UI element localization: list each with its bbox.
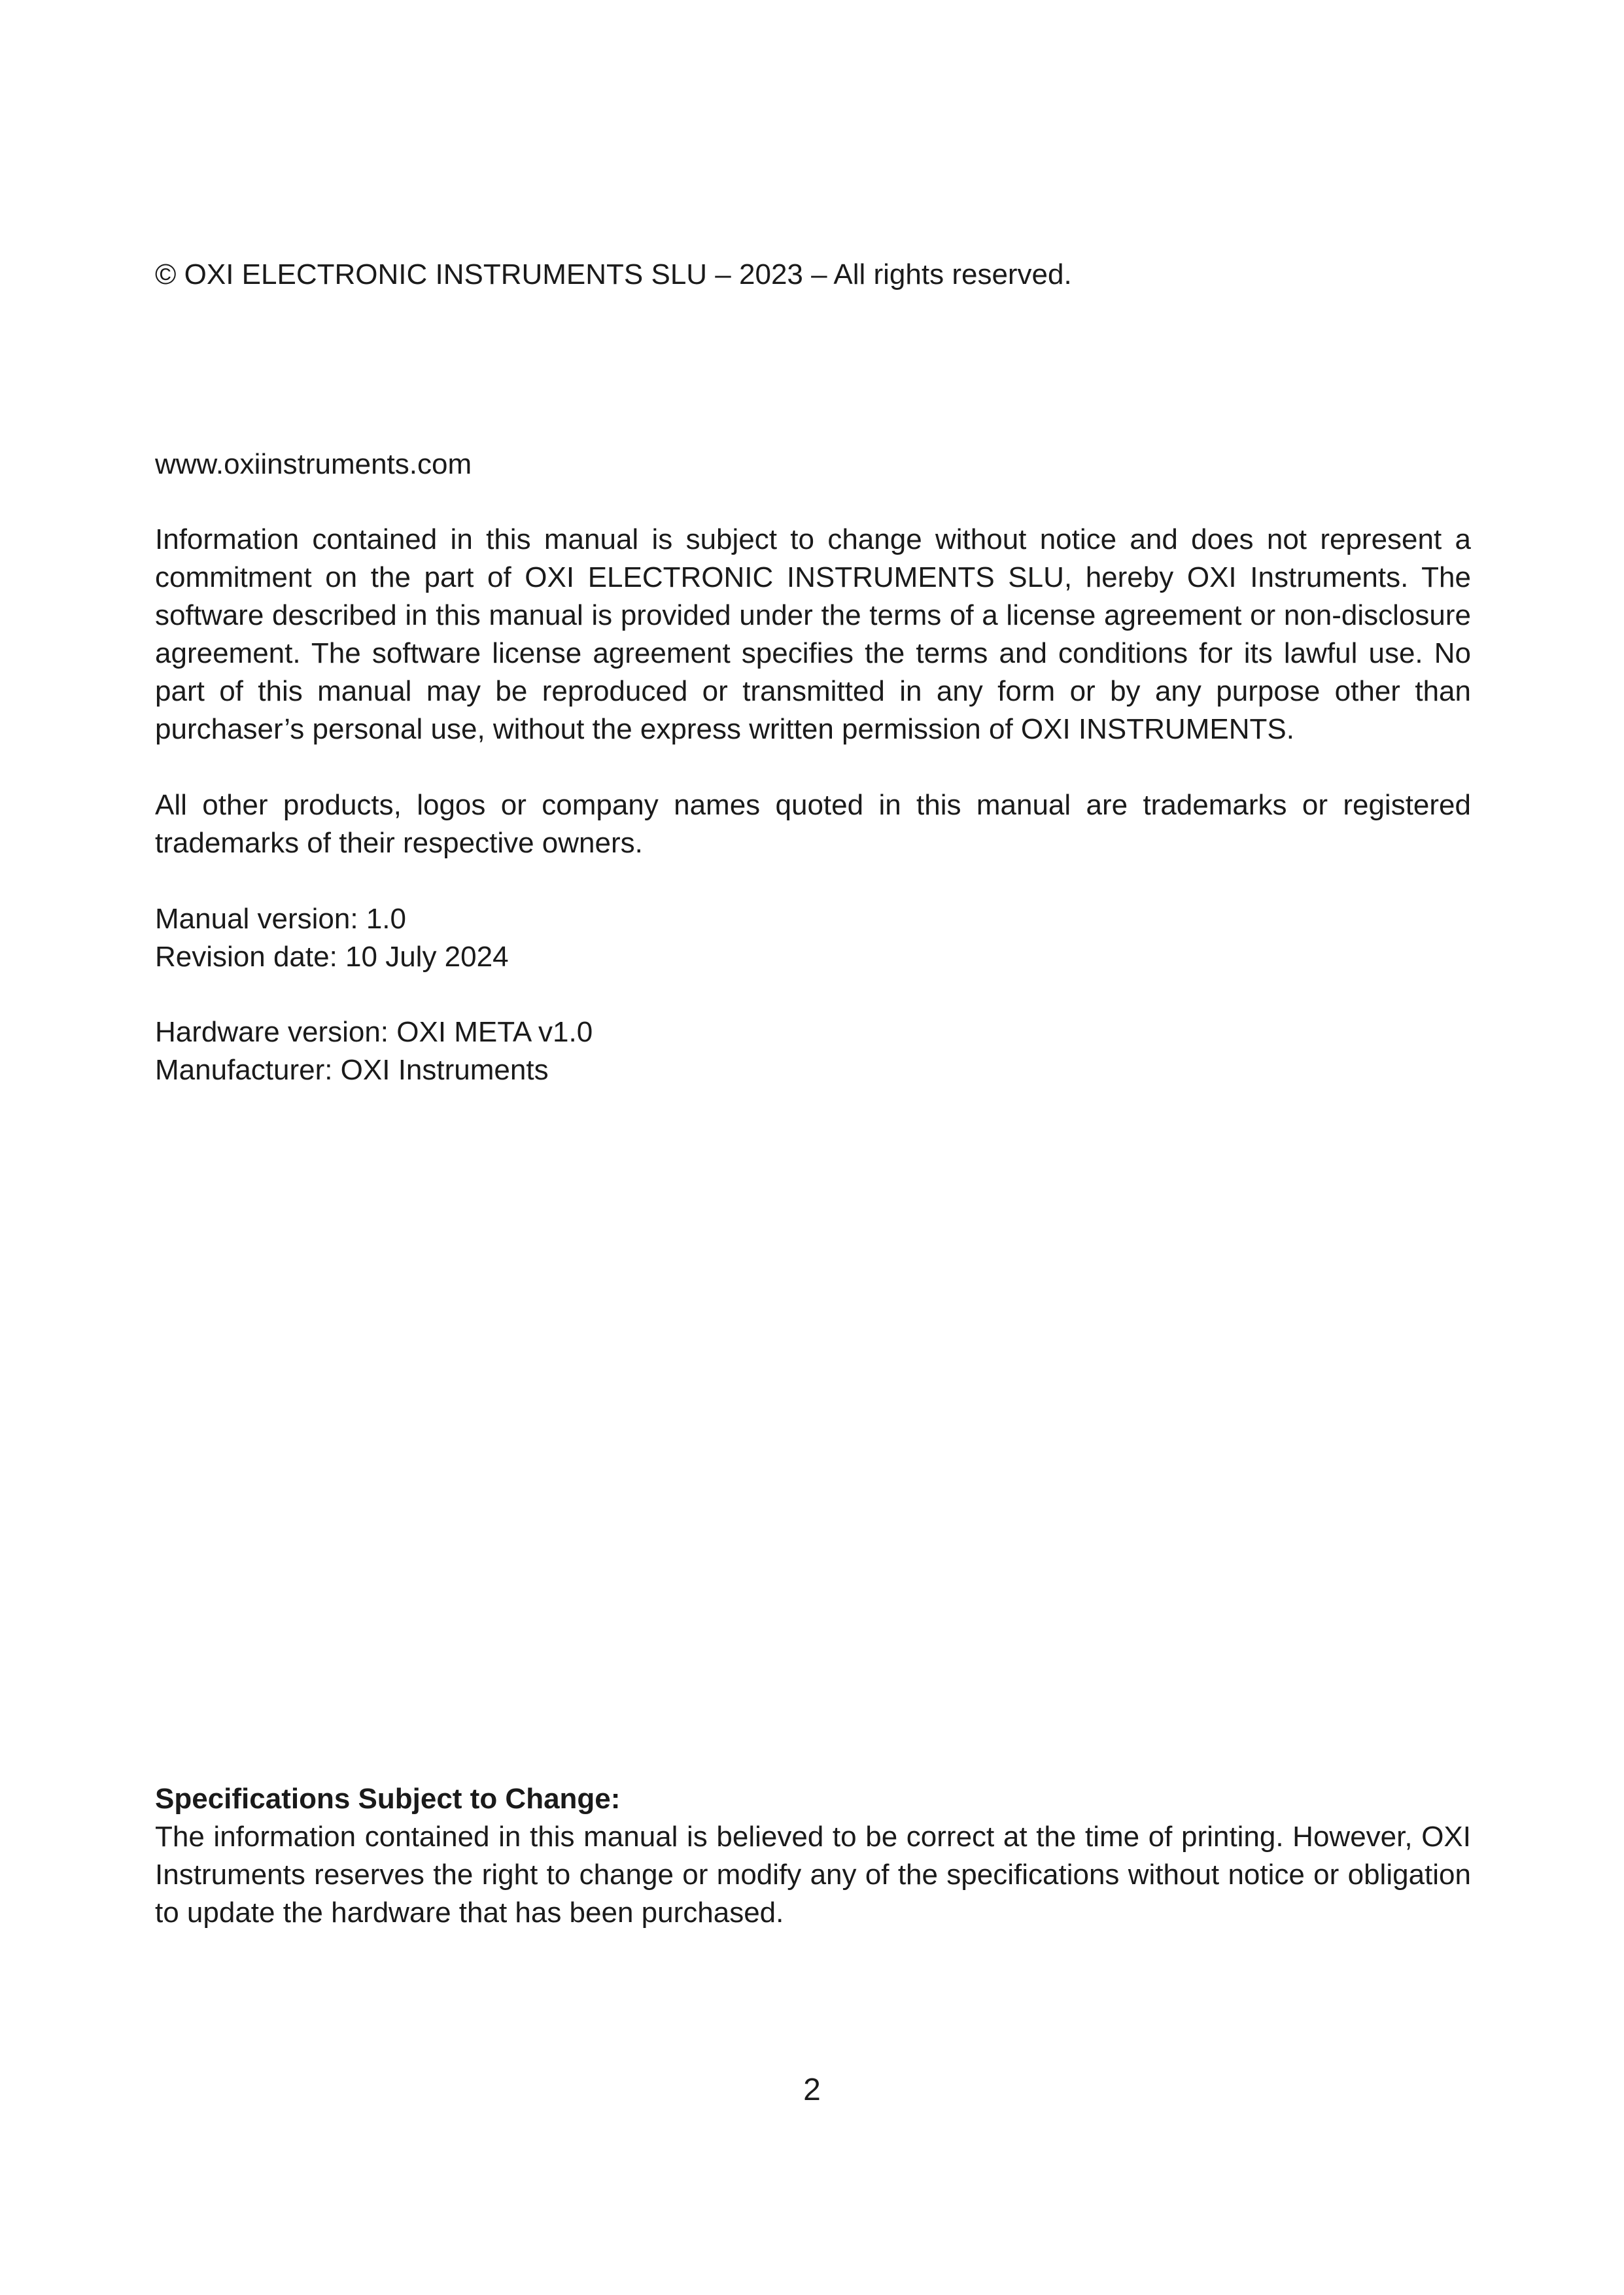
page-number: 2 [803,2073,821,2107]
info-paragraph: Information contained in this manual is subject to change without notice and does not represent a commitment on the part of OXI ELECTRONIC INSTRUMENTS SLU, hereby OXI Instruments. The software described in this manual is provided under the terms of a license agreement or non-disclosure agreement. The software license agreement specifies the terms and conditions for its lawful use. No part of this manual may be reproduced or transmitted in any form or by any purpose other than purchaser’s personal use, without the express written permission of OXI INSTRUMENTS. [155,523,1471,745]
revision-date: Revision date: 10 July 2024 [155,941,509,973]
trademarks-paragraph: All other products, logos or company names quoted in this manual are trademarks or registered trademarks of their respective owners. [155,789,1471,859]
hardware-version: Hardware version: OXI META v1.0 [155,1016,593,1048]
copyright-notice: © OXI ELECTRONIC INSTRUMENTS SLU – 2023 – All rights reserved. [155,258,1072,290]
version-info [155,900,1471,976]
manufacturer: Manufacturer: OXI Instruments [155,1054,549,1086]
specifications-section [155,1780,1471,1932]
hardware-info [155,1013,1471,1089]
specifications-body: The information contained in this manual is believed to be correct at the time of printing. However, OXI Instruments reserves the right to change or modify any of the specifications without notice or obligation to update the hardware that has been purchased. [155,1821,1471,1929]
website-url[interactable]: www.oxiinstruments.com [155,448,472,480]
manual-version: Manual version: 1.0 [155,903,406,935]
specifications-title: Specifications Subject to Change: [155,1783,621,1815]
